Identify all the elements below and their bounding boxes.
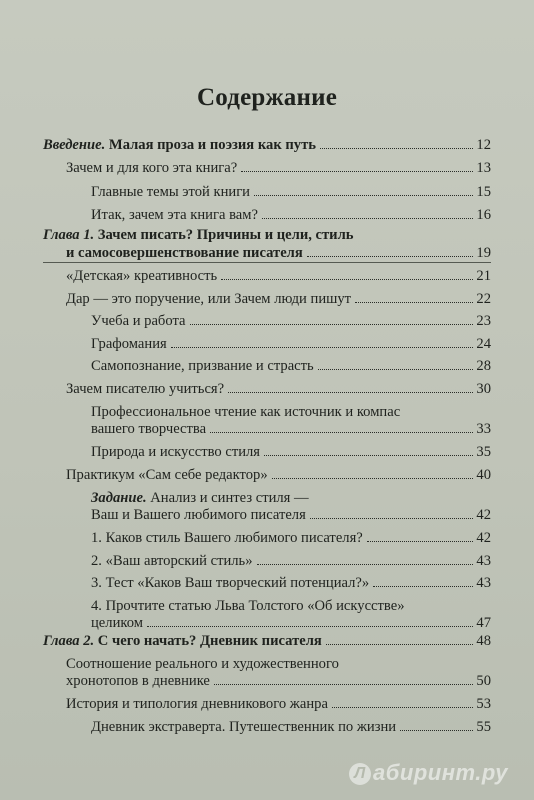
toc-entry: «Детская» креативность 21 xyxy=(66,268,491,284)
toc-entry-cont: Ваш и Вашего любимого писателя 42 xyxy=(91,507,491,523)
toc-entry-cont: хронотопов в дневнике 50 xyxy=(66,673,491,689)
page-title: Содержание xyxy=(196,84,337,111)
toc-entry: Дневник экстраверта. Путешественник по жизни 55 xyxy=(91,719,491,735)
toc-entry: История и типология дневникового жанра 53 xyxy=(66,696,491,712)
toc-entry: 4. Прочтите статью Льва Толстого «Об искусстве» xyxy=(91,598,405,614)
toc-entry: 1. Каков стиль Вашего любимого писателя? 42 xyxy=(91,530,491,546)
toc-entry-introduction: Введение. Малая проза и поэзия как путь 12 xyxy=(43,137,491,153)
divider xyxy=(43,262,491,263)
toc-entry: Соотношение реального и художественного xyxy=(66,656,339,672)
toc-entry: Дар — это поручение, или Зачем люди пишут 22 xyxy=(66,291,491,307)
toc-entry-chapter-2: Глава 2. С чего начать? Дневник писателя 48 xyxy=(43,633,491,649)
toc-entry: Профессиональное чтение как источник и компас xyxy=(91,404,401,420)
toc-entry: Итак, зачем эта книга вам? 16 xyxy=(91,207,491,223)
toc-entry: 3. Тест «Каков Ваш творческий потенциал?» 43 xyxy=(91,575,491,591)
toc-entry-cont: целиком 47 xyxy=(91,615,491,631)
toc-entry-assignment: Задание. Анализ и синтез стиля — xyxy=(91,490,309,506)
toc-entry: Главные темы этой книги 15 xyxy=(91,184,491,200)
toc-entry: Природа и искусство стиля 35 xyxy=(91,444,491,460)
toc-entry-chapter-1-cont: и самосовершенствование писателя 19 xyxy=(66,245,491,261)
toc-entry: Учеба и работа 23 xyxy=(91,313,491,329)
toc-entry: 2. «Ваш авторский стиль» 43 xyxy=(91,553,491,569)
toc-entry: Практикум «Сам себе редактор» 40 xyxy=(66,467,491,483)
toc-entry: Самопознание, призвание и страсть 28 xyxy=(91,358,491,374)
toc-entry: Зачем писателю учиться? 30 xyxy=(66,381,491,397)
toc-entry: Графомания 24 xyxy=(91,336,491,352)
toc-entry-chapter-1: Глава 1. Зачем писать? Причины и цели, стиль xyxy=(43,227,354,243)
toc-entry: Зачем и для кого эта книга? 13 xyxy=(66,160,491,176)
labirint-logo-icon: Л xyxy=(349,763,371,785)
toc-entry-cont: вашего творчества 33 xyxy=(91,421,491,437)
watermark-logo: Л абиринт.ру xyxy=(349,760,508,786)
